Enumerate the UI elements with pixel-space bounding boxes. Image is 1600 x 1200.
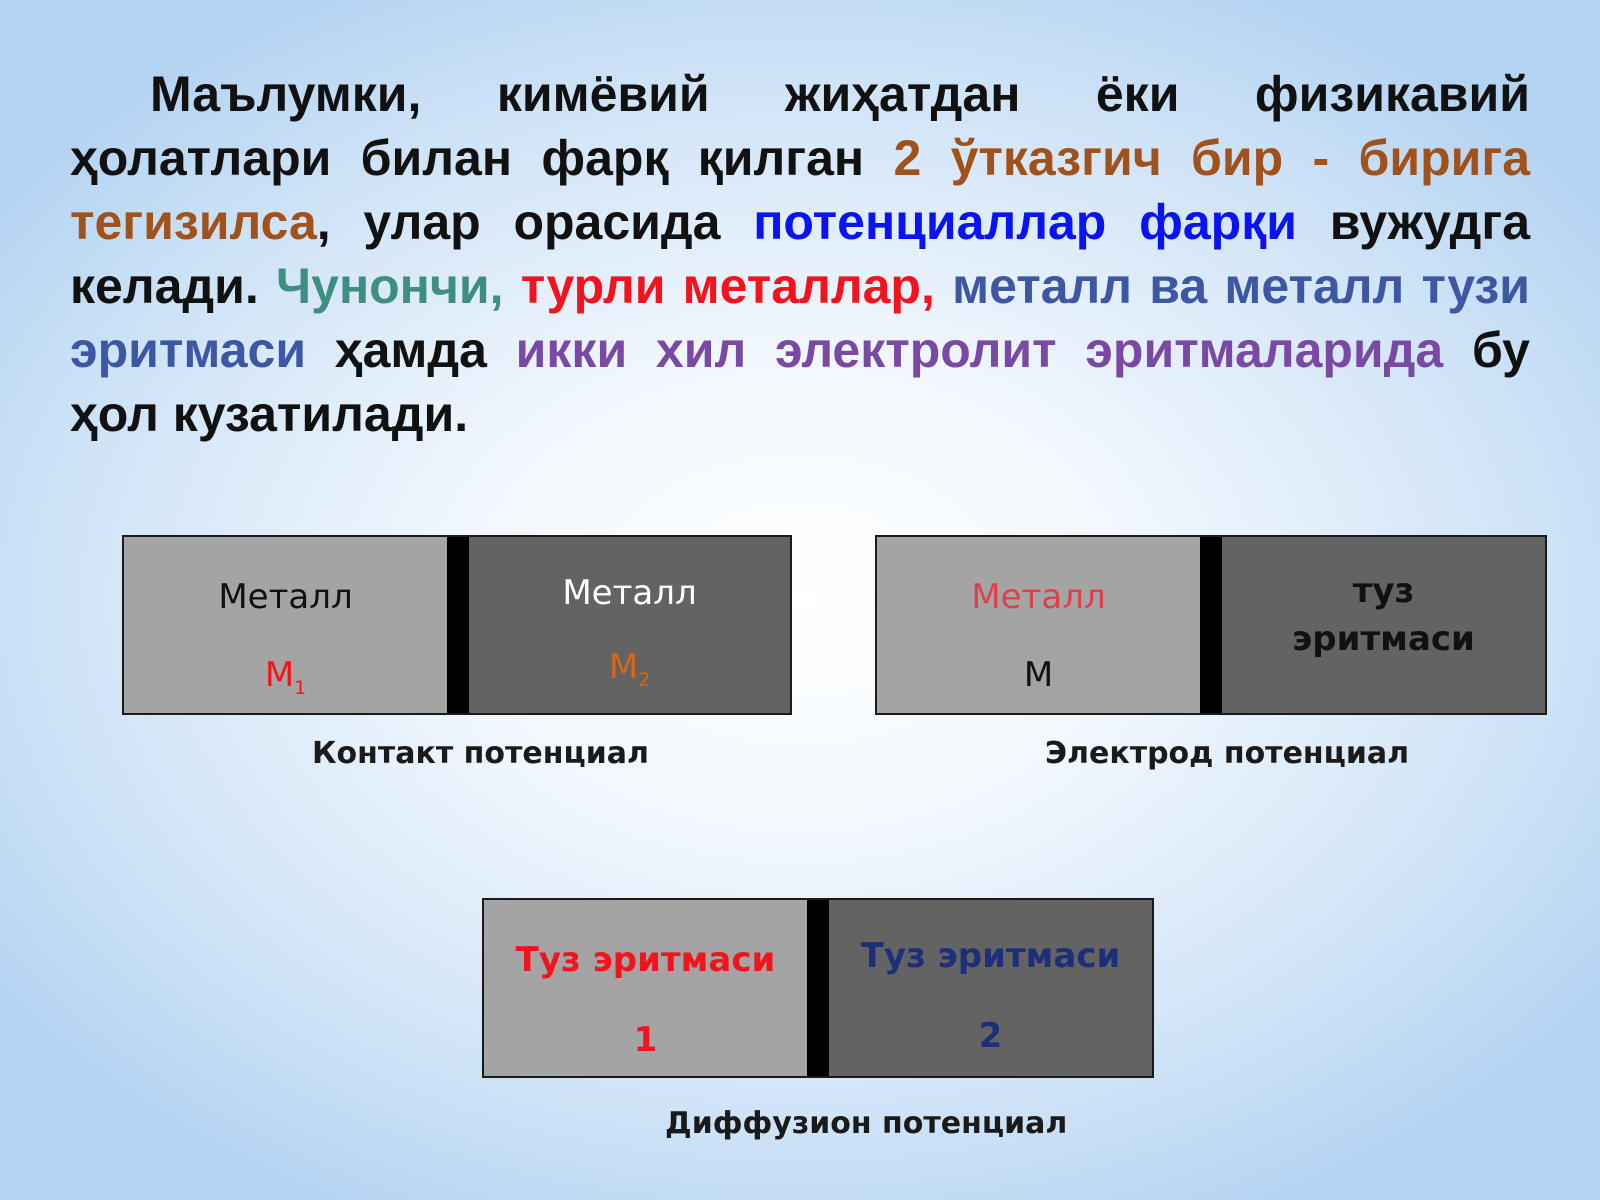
- junction-separator: [807, 900, 829, 1076]
- para-part-11: бу ҳол кузатилади.: [70, 322, 1530, 442]
- contact-potential-caption: Контакт потенциал: [312, 736, 649, 771]
- salt-label: туз: [1352, 571, 1415, 611]
- salt-solution-2-block: [829, 900, 1152, 1076]
- metal-1-label: Металл: [218, 577, 353, 617]
- contact-potential-diagram: [122, 535, 792, 715]
- metal-2-symbol-index: 2: [638, 669, 651, 691]
- metal-label: Металл: [971, 577, 1106, 617]
- diffusion-potential-caption: Диффузион потенциал: [665, 1106, 1068, 1141]
- metal-1-block: [124, 537, 447, 713]
- salt-solution-2-number: 2: [978, 1016, 1003, 1056]
- metal-2-symbol-letter: M: [608, 647, 639, 687]
- para-part-electrolytes: икки хил электролит эритмаларида: [515, 322, 1444, 378]
- para-part-conductors: 2 ўтказгич бир - бирига тегизилса: [70, 130, 1531, 250]
- metal-2-block: [469, 537, 790, 713]
- para-part-for-example: Чунончи,: [276, 258, 521, 314]
- electrode-potential-diagram: [875, 535, 1547, 715]
- salt-solution-1-label: Туз эритмаси: [515, 940, 776, 980]
- diffusion-potential-diagram: [482, 898, 1154, 1078]
- para-part-9: ҳамда: [306, 322, 516, 378]
- electrode-potential-caption: Электрод потенциал: [1045, 736, 1410, 771]
- metal-1-symbol: [124, 655, 447, 699]
- para-part-1: Маълумки, кимёвий жиҳатдан ёки физикавий ҳолатлари билан фарқ қилган: [70, 66, 1530, 186]
- metal-1-symbol-letter: M: [264, 655, 295, 695]
- para-part-potential-difference: потенциаллар фарқи: [753, 194, 1297, 250]
- para-part-5: вужудга келади.: [70, 194, 1531, 314]
- intro-paragraph: [70, 62, 1530, 446]
- para-part-metal-salt-solution: металл ва металл тузи эритмаси: [70, 258, 1530, 378]
- para-part-3: , улар орасида: [316, 194, 754, 250]
- metal-2-symbol: [469, 647, 790, 691]
- solution-label: эритмаси: [1292, 619, 1475, 659]
- salt-solution-1-number: 1: [633, 1020, 658, 1060]
- metal-2-label: Металл: [562, 573, 697, 613]
- salt-solution-block: [1222, 537, 1545, 713]
- junction-separator: [1200, 537, 1222, 713]
- metal-symbol: M: [1023, 655, 1054, 695]
- metal-block: [877, 537, 1200, 713]
- junction-separator: [447, 537, 469, 713]
- salt-solution-1-block: [484, 900, 807, 1076]
- salt-solution-2-label: Туз эритмаси: [860, 936, 1121, 976]
- para-part-different-metals: турли металлар,: [520, 258, 953, 314]
- metal-1-symbol-index: 1: [294, 677, 307, 699]
